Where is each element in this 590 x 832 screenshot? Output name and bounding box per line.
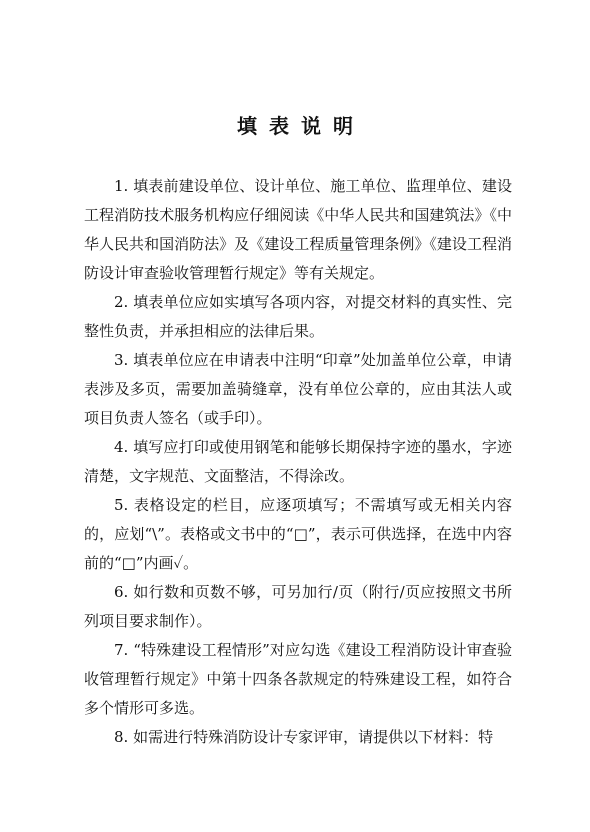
document-title: 填表说明 bbox=[237, 114, 365, 138]
instruction-paragraph-4: 4. 填写应打印或使用钢笔和能够长期保持字迹的墨水，字迹清楚，文字规范、文面整洁，不得涂改。 bbox=[84, 438, 512, 485]
instruction-paragraph-6: 6. 如行数和页数不够，可另加行/页（附行/页应按照文书所列项目要求制作）。 bbox=[84, 583, 512, 630]
instruction-paragraph-7: 7. “特殊建设工程情形”对应勾选《建设工程消防设计审查验收管理暂行规定》中第十四条各款规定的特殊建设工程，如符合多个情形可多选。 bbox=[84, 641, 512, 717]
instruction-paragraph-3: 3. 填表单位应在申请表中注明“印章”处加盖单位公章，申请表涉及多页，需要加盖骑缝章，没有单位公章的，应由其法人或项目负责人签名（或手印）。 bbox=[84, 351, 512, 427]
instruction-paragraph-1: 1. 填表前建设单位、设计单位、施工单位、监理单位、建设工程消防技术服务机构应仔细阅读《中华人民共和国建筑法》《中华人民共和国消防法》及《建设工程质量管理条例》《建设工程消防设计审查验收管理暂行规定》等有关规定。 bbox=[84, 177, 512, 282]
instruction-paragraph-5: 5. 表格设定的栏目，应逐项填写；不需填写或无相关内容的，应划“\”。表格或文书中的“□”，表示可供选择，在选中内容前的“□”内画✓。 bbox=[84, 496, 512, 572]
instruction-paragraph-8: 8. 如需进行特殊消防设计专家评审，请提供以下材料：特 bbox=[114, 728, 494, 746]
instruction-paragraph-2: 2. 填表单位应如实填写各项内容，对提交材料的真实性、完整性负责，并承担相应的法律后果。 bbox=[84, 293, 512, 340]
instructions-body bbox=[84, 172, 512, 752]
